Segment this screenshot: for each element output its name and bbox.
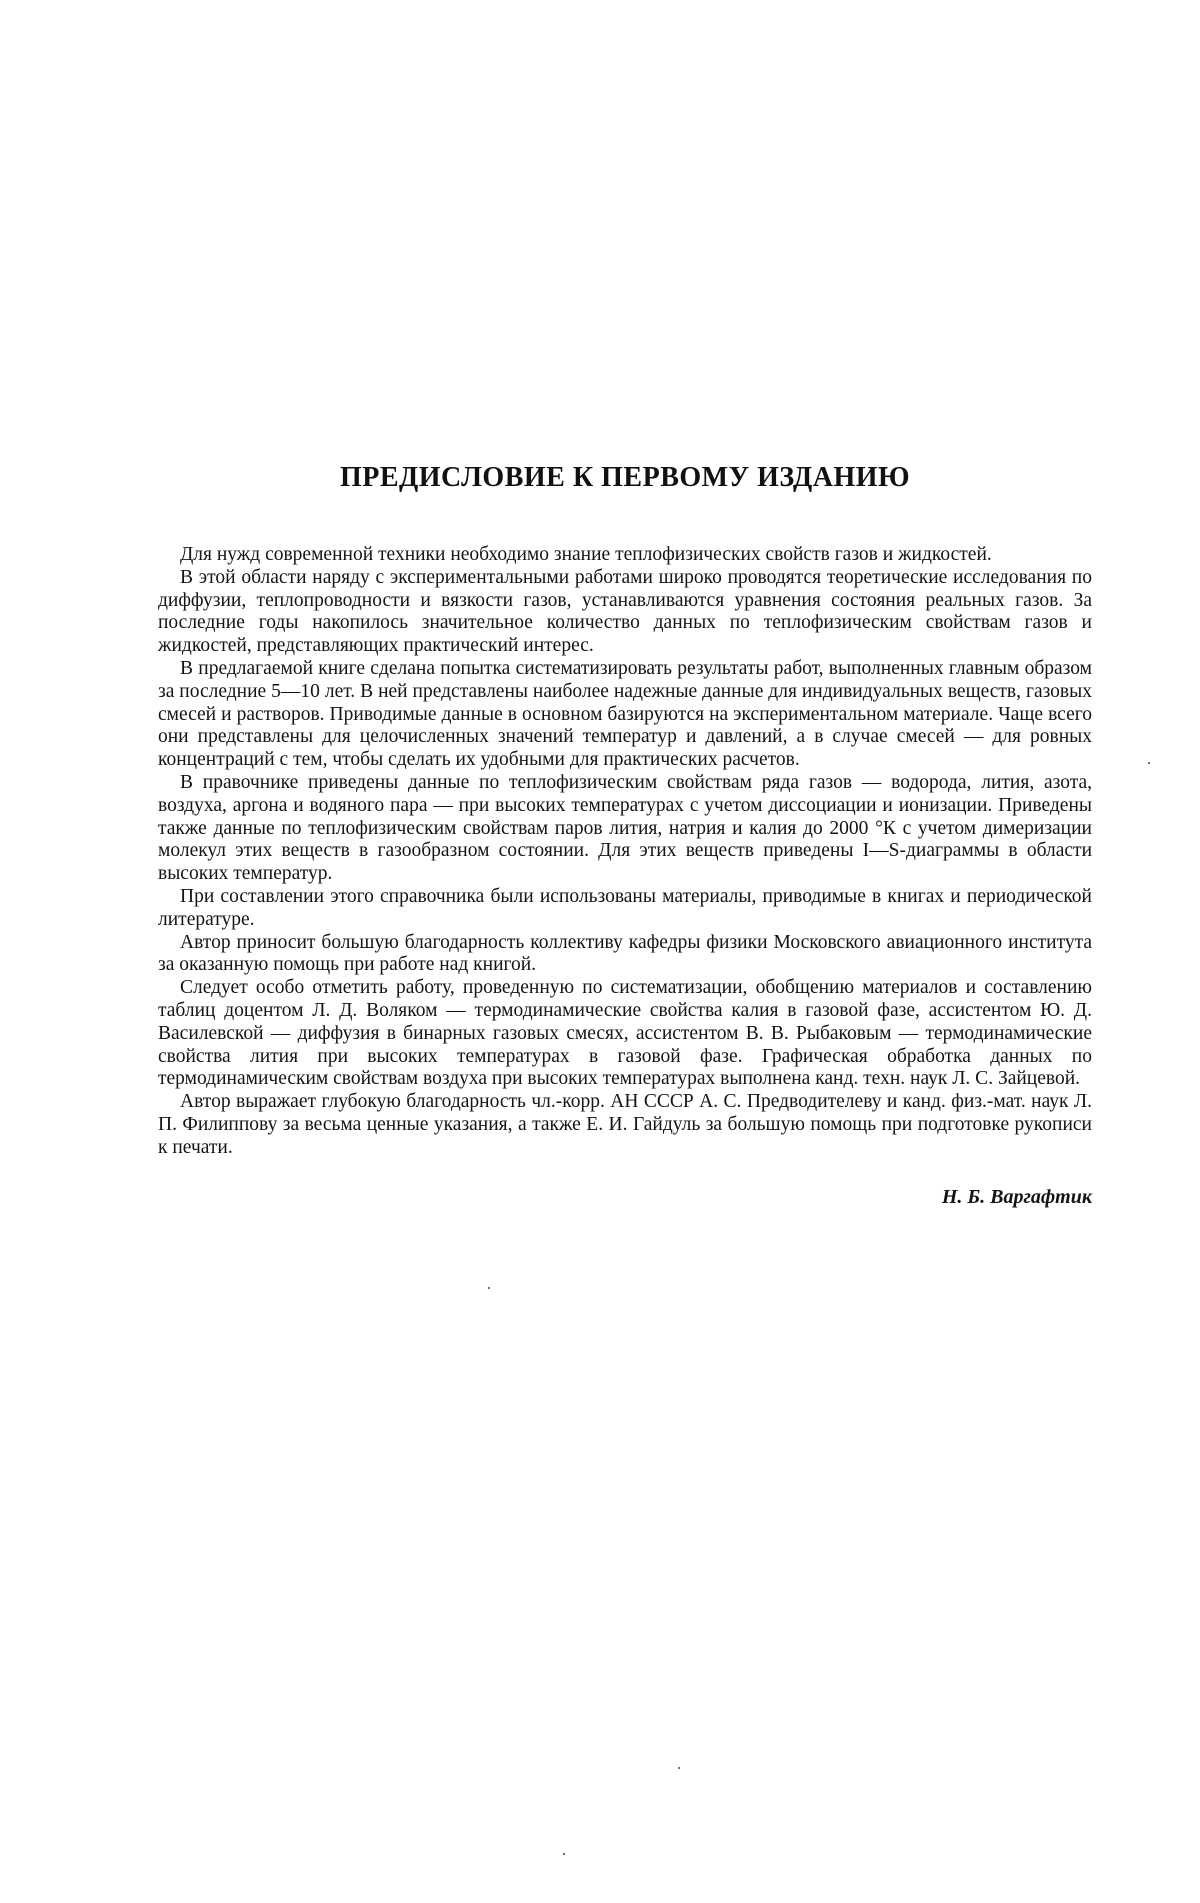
preface-section xyxy=(158,462,1092,1209)
paragraph: Для нужд современной техники необходимо знание теплофизических свойств газов и жидкостей. xyxy=(158,544,1092,567)
document-page xyxy=(0,0,1200,1903)
preface-body xyxy=(158,544,1092,1160)
page-title: ПРЕДИСЛОВИЕ К ПЕРВОМУ ИЗДАНИЮ xyxy=(158,462,1092,494)
paragraph: При составлении этого справочника были использованы материалы, приводимые в книгах и периодической литературе. xyxy=(158,886,1092,932)
paragraph: В предлагаемой книге сделана попытка систематизировать результаты работ, выполненных главным образом за последние 5—10 лет. В ней представлены наиболее надежные данные для индивидуальных веществ, газовых смесей и растворов. Приводимые данные в основном базируются на экспериментальном материале. Чаще всего они представлены для целочисленных значений температур и давлений, а в случае смесей — для ровных концентраций с тем, чтобы сделать их удобными для практических расчетов. xyxy=(158,658,1092,772)
paragraph: В правочнике приведены данные по теплофизическим свойствам ряда газов — водорода, лития, азота, воздуха, аргона и водяного пара — при высоких температурах с учетом диссоциации и ионизации. Приведены также данные по теплофизическим свойствам паров лития, натрия и калия до 2000 °К с учетом димеризации молекул этих веществ в газообразном состоянии. Для этих веществ приведены I—S-диаграммы в области высоких температур. xyxy=(158,772,1092,886)
scan-speck xyxy=(1148,762,1150,764)
scan-speck xyxy=(488,1287,490,1289)
paragraph: Автор выражает глубокую благодарность чл.-корр. АН СССР А. С. Предводителеву и канд. физ.-мат. наук Л. П. Филиппову за весьма ценные указания, а также Е. И. Гайдуль за большую помощь при подготовке рукописи к печати. xyxy=(158,1091,1092,1159)
author-signature: Н. Б. Варгафтик xyxy=(158,1186,1092,1209)
scan-speck xyxy=(563,1853,565,1855)
paragraph: В этой области наряду с экспериментальными работами широко проводятся теоретические исследования по диффузии, теплопроводности и вязкости газов, устанавливаются уравнения состояния реальных газов. За последние годы накопилось значительное количество данных по теплофизическим свойствам газов и жидкостей, представляющих практический интерес. xyxy=(158,567,1092,658)
paragraph: Следует особо отметить работу, проведенную по систематизации, обобщению материалов и составлению таблиц доцентом Л. Д. Воляком — термодинамические свойства калия в газовой фазе, ассистентом Ю. Д. Василевской — диффузия в бинарных газовых смесях, ассистентом В. В. Рыбаковым — термодинамические свойства лития при высоких температурах в газовой фазе. Графическая обработка данных по термодинамическим свойствам воздуха при высоких температурах выполнена канд. техн. наук Л. С. Зайцевой. xyxy=(158,977,1092,1091)
scan-speck xyxy=(678,1767,680,1769)
paragraph: Автор приносит большую благодарность коллективу кафедры физики Московского авиационного института за оказанную помощь при работе над книгой. xyxy=(158,932,1092,978)
